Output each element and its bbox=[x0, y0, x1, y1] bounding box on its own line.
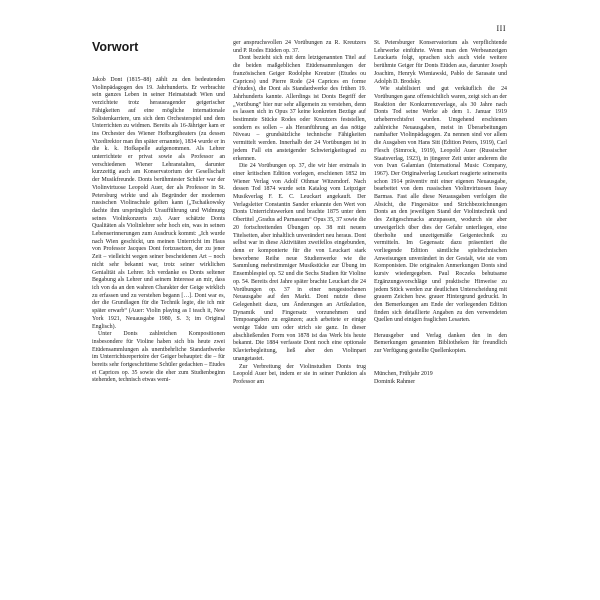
text-column-2 bbox=[233, 40, 366, 387]
text-column-3 bbox=[374, 40, 507, 386]
paragraph: Dont bezieht sich mit dem letztgenannten Titel auf die beiden maßgeblichen Etüdensammlungen der französischen Geiger Rodolphe Kreutzer (Etudes ou Caprices) und Pierre Rode (24 Caprices en forme d’études), die Dont als Standardwerke des frühen 19. Jahrhunderts kannte. Allerdings ist Donts Begriff der „Vorübung“ hier nur sehr allgemein zu verstehen, denn es lassen sich in Opus 37 keine konkreten Bezüge auf bestimmte Stücke Rodes oder Kreutzers feststellen, sondern es sollen – als Heranführung an das nötige Niveau – grundsätzliche technische Fähigkeiten vermittelt werden. Innerhalb der 24 Vorübungen ist in jedem Fall ein ansteigender Schwierigkeitsgrad zu erkennen. bbox=[233, 55, 366, 162]
page-title: Vorwort bbox=[92, 40, 139, 54]
paragraph: Die 24 Vorübungen op. 37, die wir hier erstmals in einer kritischen Edition vorlegen, erschienen 1852 im Wiener Verlag von Adolf Othmar Witzendorf. Nach dessen Tod 1874 wurde sein Katalog vom Leipziger Musikverlag F. E. C. Leuckart angekauft. Der Verlagsleiter Constantin Sander erkannte den Wert von Donts Unterrichtswerken und brachte 1875 unter dem Obertitel „Gradus ad Parnassum“ Opus 35, 37 sowie die 20 fortschreitenden Übungen op. 38 mit neuem Titelseiten, aber inhaltlich unverändert neu heraus. Dont selbst war in diese Aktivitäten zweifellos eingebunden, denn er komponierte für die von Leuckart stark beworbene Reihe neue Studienwerke wie die Sammlung mehrstimmiger Musikstücke zur Übung im Ensemblespiel op. 52 und die Sechs Studien für Violine op. 54. Bereits drei Jahre später brachte Leuckart die 24 Vorübungen op. 37 in einer neugestochenen Neuausgabe auf den Markt. Dont nutzte diese Gelegenheit dazu, um Änderungen an Artikulation, Dynamik und Fingersatz vorzunehmen und Tempoangaben zu ergänzen; auch arbeitete er einige wenige Takte um oder strich sie ganz. In dieser abschließenden Form von 1878 ist das Werk bis heute bekannt. Die 1884 verfasste Dont noch eine optionale Klavierbegleitung, ließ aber den Violinpart unangetastet. bbox=[233, 163, 366, 362]
paragraph: Wie stabilisiert und gut verkäuflich die 24 Vorübungen ganz offensichtlich waren, zeigt sich an der Reaktion der Konkurrenzverlage, als 30 Jahre nach Donts Tod seine Werke ab dem 1. Januar 1919 urheberrechtsfrei wurden. Umgehend erschienen zahlreiche Neuausgaben, meist in Überarbeitungen namhafter Violinpädagogen. Zu nennen sind vor allem die Ausgaben von Hans Sitt (Edition Peters, 1919), Carl Flesch (Simrock, 1919), Leopold Auer (Russischer Staatsverlag, 1923), in jüngerer Zeit unter anderem die von Ivan Galamian (International Music Company, 1967). Der Originalverlag Leuckart reagierte seinerseits schon 1914 präventiv mit einer eigenen Neuausgabe, bearbeitet von dem russischen Violinvirtuosen Issay Barmas. Fast alle diese Neuausgaben verfolgen die Absicht, die Fingersätze und Strichbezeichnungen Donts an den jeweiligen Stand der Violintechnik und des Zeitgeschmacks anzupassen, wodurch sie aber unweigerlich über dies der Gefahr unterliegen, eine überholte und unzeitgemäße Geigentechnik zu vermitteln. Im Gegensatz dazu präsentiert die vorliegende Edition sämtliche spieltechnischen Anweisungen unverändert in der Gestalt, wie sie vom Komponisten. Die originalen Anmerkungen Donts sind kursiv wiedergegeben. Paul Roczeks behutsame Ergänzungsvorschläge und praktische Hinweise zu jedem Stück werden zur deutlichen Unterscheidung mit grauem Zeichen bzw. grauer Hintergrund gedruckt. In den Bemerkungen am Ende der vorliegenden Edition finden sich detaillierte Angaben zu den verwendeten Quellen und einigen fraglichen Lesarten. bbox=[374, 86, 507, 324]
paragraph: Zur Verbreitung der Violinstudien Donts trug Leopold Auer bei, indem er sie in seiner Funktion als Professor am bbox=[233, 363, 366, 385]
paragraph: Jakob Dont (1815–88) zählt zu den bedeutenden Violinpädagogen des 19. Jahrhunderts. Er verbrachte sein ganzes Leben in seiner Heimatstadt Wien und verzichtete trotz herausragender geigerischer Fähigkeiten auf eine mögliche internationale Solistenkarriere, um sich dem Orchesterspiel und dem Unterrichten zu widmen. Bereits als 16-Jähriger kam er ins Orchester des Wiener Hofburgtheaters (zu dessen Vizedirektor man ihn später ernannte), 1834 wurde er in die k. k. Hofkapelle aufgenommen. Als Lehrer unterrichtete er privat sowie als Professor an verschiedenen Wiener Lehranstalten, darunter kurzzeitig auch am Konservatorium der Gesellschaft der Musikfreunde. Donts berühmtester Schüler war der Violinvirtuose Leopold Auer, der als Professor in St. Petersburg wirkte und als Begründer der modernen russischen Violinschule gelten kann („Tschaikowsky dachte ihm ursprünglich Uraufführung und Widmung seines Violinkonzerts zu). Auer schätzte Donts Qualitäten als Violinlehrer sehr hoch ein, was in seinen Lebenserinnerungen zum Ausdruck kommt: „Ich wurde nach Wien geschickt, um meinen Unterricht im Haus von Professor Jacques Dont fortzusetzen, der zu jener Zeit – vielleicht wegen seiner bescheidenen Art – noch nicht sehr bekannt war, trotz seiner wirklichen Genialität als Lehrer. Ich verdanke es Donts seltener Begabung als Lehrer und seinem Interesse an mir, dass ich von da an den wahren Charakter der Geige wirklich zu erfassen und zu verstehen begann […]. Dont war es, der die Grundlagen für die Technik legte, die ich mir später erwarb“ (Auer: Violin playing as I teach it, New York 1921, Neuausgabe 1980, S. 3; im Original Englisch). bbox=[92, 77, 225, 330]
paragraph: St. Petersburger Konservatorium als verpflichtende Lehrwerke einführte. Wenn man den Werbeanzeigen Leuckarts folgt, sprachen sich auch viele weitere berühmte Geiger für Donts Etüden aus, darunter Joseph Joachim, Henryk Wieniawski, Pablo de Sarasate und Adolph D. Brodsky. bbox=[374, 40, 507, 85]
acknowledgement: Herausgeber und Verlag danken den in den Bemerkungen genannten Bibliotheken für freundlich zur Verfügung gestellte Quellenkopien. bbox=[374, 332, 507, 355]
text-column-1 bbox=[92, 77, 225, 385]
author-name: Dominik Rahmer bbox=[374, 378, 416, 385]
place-date: München, Frühjahr 2019 bbox=[374, 370, 433, 377]
paragraph: ger anspruchsvollen 24 Vorübungen zu R. Kreutzers und P. Rodes Etüden op. 37. bbox=[233, 40, 366, 54]
paragraph: Unter Donts zahlreichen Kompositionen insbesondere für Violine haben sich bis heute zwei Etüdensammlungen als unentbehrliche Standardwerke im Unterrichtsrepertoire der Geiger behauptet: die – für bereits sehr fortgeschrittene Schüler gedachten – Etudes et Caprices op. 35 sowie die eher zum Studienbeginn stehenden, technisch etwas weni- bbox=[92, 331, 225, 384]
page-number: III bbox=[496, 24, 506, 33]
